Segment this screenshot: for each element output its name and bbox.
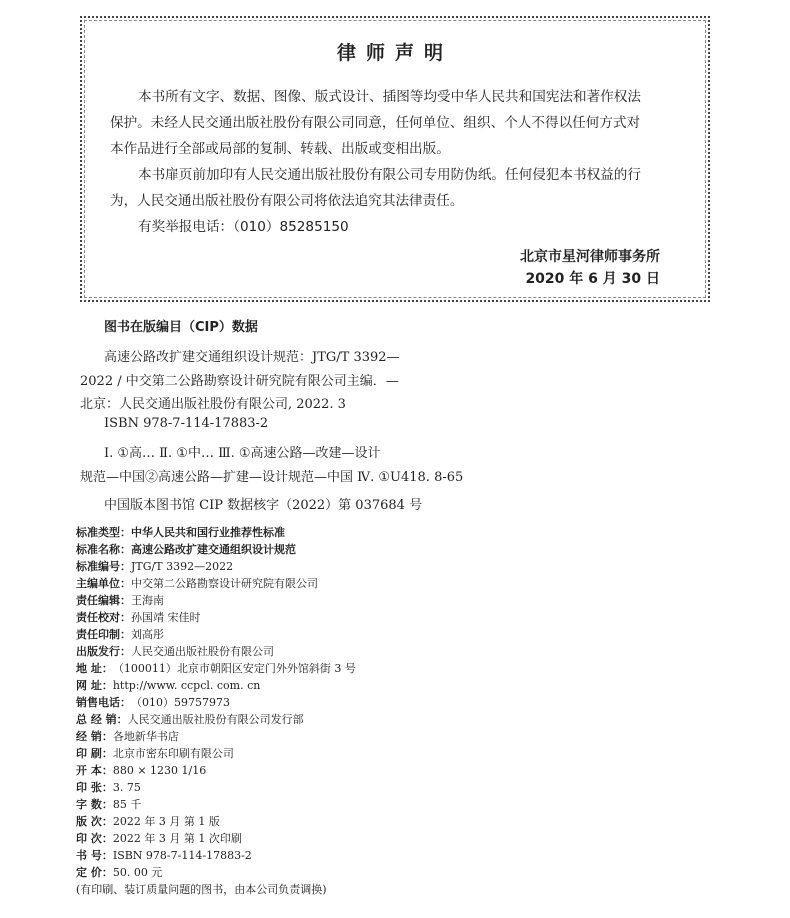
notice-text: 为，人民交通出版社股份有限公司将依法追究其法律责任。 (110, 193, 464, 209)
cip-line: ISBN 978-7-114-17883-2 (104, 416, 269, 431)
info-label: 标准类型： (76, 526, 131, 539)
info-label: 责任印制： (76, 628, 131, 641)
info-row (76, 745, 356, 762)
info-value: 王海南 (131, 594, 164, 607)
cip-line: Ⅰ. ①高… Ⅱ. ①中… Ⅲ. ①高速公路—改建—设计 (104, 446, 381, 461)
footer-note: (有印刷、装订质量问题的图书，由本公司负责调换) (76, 883, 327, 896)
info-label: 销售电话： (76, 696, 131, 709)
info-value: 中华人民共和国行业推荐性标准 (131, 526, 285, 539)
lawyer-notice-box (80, 16, 710, 302)
info-value: 各地新华书店 (112, 730, 179, 743)
info-row (76, 626, 356, 643)
notice-hotline: 有奖举报电话：（010）85285150 (138, 219, 349, 235)
cip-line: 北京：人民交通出版社股份有限公司, 2022. 3 (80, 397, 346, 412)
publication-info (76, 524, 356, 898)
info-value: 孙国靖 宋佳时 (131, 611, 201, 624)
info-value: 中交第二公路勘察设计研究院有限公司 (131, 577, 318, 590)
info-value: 2022 年 3 月 第 1 次印刷 (112, 832, 242, 845)
info-row (76, 864, 356, 881)
info-label: 标准名称： (76, 543, 131, 556)
info-row (76, 847, 356, 864)
info-value: 人民交通出版社股份有限公司发行部 (127, 713, 304, 726)
info-value: 人民交通出版社股份有限公司 (131, 645, 274, 658)
info-value: 3. 75 (112, 781, 141, 794)
info-row (76, 643, 356, 660)
info-label: 地 址： (76, 662, 113, 675)
info-label: 责任校对： (76, 611, 131, 624)
notice-title: 律师声明 (336, 42, 453, 64)
info-label: 主编单位： (76, 577, 131, 590)
info-value: 50. 00 元 (112, 866, 163, 879)
info-value: ISBN 978-7-114-17883-2 (112, 849, 252, 862)
cip-line: 2022 / 中交第二公路勘察设计研究院有限公司主编．— (80, 374, 399, 389)
info-row (76, 830, 356, 847)
info-value: （100011）北京市朝阳区安定门外外馆斜街 3 号 (112, 662, 356, 675)
info-row (76, 813, 356, 830)
info-row (76, 541, 356, 558)
notice-text: 本作品进行全部或局部的复制、转载、出版或变相出版。 (110, 141, 450, 157)
info-label: 网 址： (76, 679, 113, 692)
notice-text: 保护。未经人民交通出版社股份有限公司同意，任何单位、组织、个人不得以任何方式对 (110, 115, 641, 131)
info-row (76, 558, 356, 575)
info-label: 标准编号： (76, 560, 131, 573)
info-label: 字 数： (76, 798, 113, 811)
info-row (76, 796, 356, 813)
info-value: 刘高彤 (131, 628, 164, 641)
notice-paragraph-2 (110, 162, 698, 188)
cip-line: 规范—中国②高速公路—扩建—设计规范—中国 Ⅳ. ①U418. 8-65 (80, 470, 464, 485)
info-label: 印 次： (76, 832, 113, 845)
notice-body (110, 84, 698, 240)
info-label: 开 本： (76, 764, 113, 777)
notice-paragraph-1 (110, 84, 698, 110)
info-row (76, 779, 356, 796)
cip-line: 高速公路改扩建交通组织设计规范：JTG/T 3392— (104, 350, 400, 365)
info-row (76, 694, 356, 711)
info-label: 版 次： (76, 815, 113, 828)
cip-heading: 图书在版编目（CIP）数据 (104, 320, 258, 335)
info-value: http://www. ccpcl. com. cn (112, 679, 261, 692)
info-row (76, 575, 356, 592)
info-label: 印 刷： (76, 747, 113, 760)
info-label: 出版发行： (76, 645, 131, 658)
notice-text: 本书所有文字、数据、图像、版式设计、插图等均受中华人民共和国宪法和著作权法 (138, 89, 641, 105)
info-label: 总 经 销： (76, 713, 128, 726)
notice-date: 2020 年 6 月 30 日 (525, 271, 660, 287)
info-row (76, 609, 356, 626)
info-label: 定 价： (76, 866, 113, 879)
cip-line: 中国版本图书馆 CIP 数据核字（2022）第 037684 号 (104, 498, 423, 513)
info-label: 印 张： (76, 781, 113, 794)
info-label: 书 号： (76, 849, 113, 862)
info-row (76, 524, 356, 541)
info-value: （010）59757973 (131, 696, 230, 709)
info-value: 85 千 (112, 798, 142, 811)
info-row (76, 660, 356, 677)
info-row (76, 762, 356, 779)
notice-signer: 北京市星河律师事务所 (520, 249, 660, 265)
info-value: 880 × 1230 1/16 (112, 764, 207, 777)
info-label: 责任编辑： (76, 594, 131, 607)
info-row (76, 711, 356, 728)
info-label: 经 销： (76, 730, 113, 743)
info-value: 2022 年 3 月 第 1 版 (112, 815, 220, 828)
notice-text: 本书扉页前加印有人民交通出版社股份有限公司专用防伪纸。任何侵犯本书权益的行 (138, 167, 641, 183)
info-row (76, 728, 356, 745)
info-value: 高速公路改扩建交通组织设计规范 (131, 543, 296, 556)
info-value: JTG/T 3392—2022 (131, 560, 234, 573)
info-value: 北京市密东印刷有限公司 (112, 747, 234, 760)
info-row (76, 592, 356, 609)
info-row (76, 677, 356, 694)
